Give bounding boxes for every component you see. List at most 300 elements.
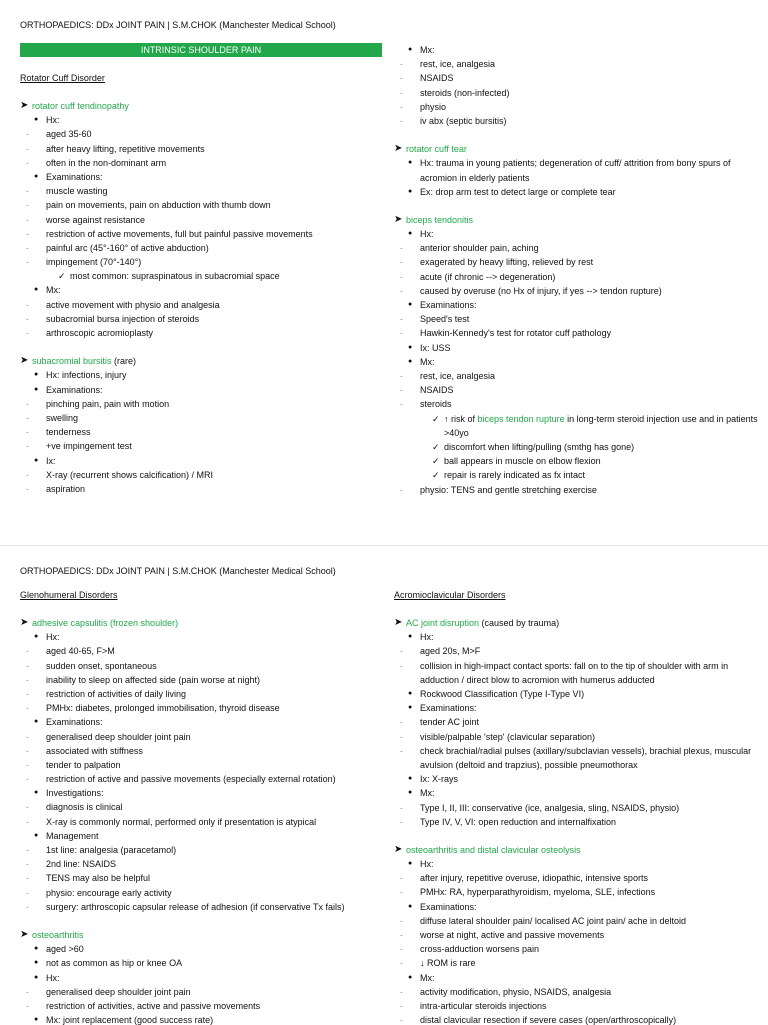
dash-bullet-icon: - <box>400 802 403 813</box>
dash-bullet-icon: - <box>400 958 403 969</box>
item-text: physio: TENS and gentle stretching exercise <box>420 484 597 495</box>
list-item <box>394 383 759 397</box>
list-item <box>20 213 382 227</box>
arrow-bullet-icon: ➤ <box>20 928 29 940</box>
list-item <box>20 397 382 411</box>
item-text: distal clavicular resection if severe cases (open/arthroscopically) <box>420 1015 677 1025</box>
dot-bullet-icon: ● <box>408 704 413 712</box>
topic-item <box>394 142 759 156</box>
item-text: Ix: <box>46 455 56 466</box>
list-item <box>20 659 382 673</box>
list-item <box>394 43 759 57</box>
item-text: Mx: <box>420 356 435 367</box>
list-item <box>394 857 759 871</box>
list-item <box>394 659 759 687</box>
right-column <box>394 588 759 1025</box>
list-item <box>20 198 382 212</box>
dash-bullet-icon: - <box>26 483 29 494</box>
dash-bullet-icon: - <box>400 101 403 112</box>
item-text: muscle wasting <box>46 186 108 197</box>
bullet-list <box>20 99 382 496</box>
dash-bullet-icon: - <box>26 674 29 685</box>
list-item <box>394 255 759 269</box>
dash-bullet-icon: - <box>26 299 29 310</box>
list-item <box>20 156 382 170</box>
dash-bullet-icon: - <box>26 802 29 813</box>
dash-bullet-icon: - <box>26 816 29 827</box>
bullet-list <box>394 43 759 497</box>
dot-bullet-icon: ● <box>34 1016 39 1024</box>
item-text: anterior shoulder pain, aching <box>420 243 539 254</box>
list-item <box>394 298 759 312</box>
item-text: NSAIDS <box>420 385 454 396</box>
list-item <box>394 412 759 440</box>
item-text: visible/palpable 'step' (clavicular separation) <box>420 731 596 742</box>
item-text: Type IV, V, VI: open reduction and internalfixation <box>420 816 616 827</box>
list-item <box>20 772 382 786</box>
dash-bullet-icon: - <box>400 930 403 940</box>
item-text: tender to palpation <box>46 759 121 770</box>
list-item <box>394 440 759 454</box>
item-text: restriction of activities of daily living <box>46 688 187 699</box>
arrow-bullet-icon: ➤ <box>20 100 29 111</box>
list-item <box>20 687 382 701</box>
item-text: Hx: <box>46 972 60 983</box>
dot-bullet-icon: ● <box>34 633 39 641</box>
list-item <box>20 298 382 312</box>
item-text: often in the non-dominant arm <box>46 157 167 168</box>
arrow-bullet-icon: ➤ <box>394 213 403 225</box>
arrow-bullet-icon: ➤ <box>394 843 403 855</box>
dash-bullet-icon: - <box>26 887 29 898</box>
list-item <box>394 772 759 786</box>
dot-bullet-icon: ● <box>34 371 39 379</box>
list-item <box>20 425 382 439</box>
list-item <box>20 170 382 184</box>
list-item <box>394 312 759 326</box>
dot-bullet-icon: ● <box>34 116 39 124</box>
item-text: PMHx: RA, hyperparathyroidism, myeloma, SLE, infections <box>420 887 656 898</box>
item-text: after injury, repetitive overuse, idiopathic, intensive sports <box>420 873 648 884</box>
list-item <box>394 326 759 340</box>
item-text: most common: supraspinatous in subacromial space <box>70 271 280 282</box>
dash-bullet-icon: - <box>400 717 403 728</box>
dash-bullet-icon: - <box>26 242 29 253</box>
item-text: steroids (non-infected) <box>420 87 510 98</box>
dash-bullet-icon: - <box>400 915 403 926</box>
dot-bullet-icon: ● <box>408 301 413 309</box>
page-header: ORTHOPAEDICS: DDx JOINT PAIN | S.M.CHOK (Manchester Medical School) <box>20 20 336 30</box>
item-text: ↑ risk of <box>444 413 478 424</box>
spacer <box>394 829 759 843</box>
list-item <box>394 355 759 369</box>
list-item <box>20 956 382 970</box>
list-item <box>20 971 382 985</box>
dot-bullet-icon: ● <box>408 343 413 351</box>
list-item <box>20 758 382 772</box>
item-text: Examinations: <box>46 717 103 728</box>
list-item <box>394 928 759 942</box>
list-item <box>20 283 382 297</box>
topic-item <box>394 616 759 630</box>
item-text: osteoarthritis <box>32 929 84 940</box>
list-item <box>394 744 759 772</box>
dot-bullet-icon: ● <box>408 187 413 195</box>
dash-bullet-icon: - <box>400 1000 403 1011</box>
list-item <box>394 971 759 985</box>
dash-bullet-icon: - <box>26 228 29 239</box>
list-item <box>394 483 759 497</box>
page-header: ORTHOPAEDICS: DDx JOINT PAIN | S.M.CHOK (Manchester Medical School) <box>20 566 336 576</box>
item-text: aged 20s, M>F <box>420 646 481 657</box>
list-item <box>20 985 382 999</box>
dot-bullet-icon: ● <box>34 789 39 797</box>
dash-bullet-icon: - <box>400 257 403 268</box>
item-text: Hx: <box>46 632 60 643</box>
dash-bullet-icon: - <box>400 646 403 657</box>
arrow-bullet-icon: ➤ <box>20 355 29 367</box>
list-item <box>20 269 382 283</box>
dash-bullet-icon: - <box>400 243 403 254</box>
dash-bullet-icon: - <box>26 214 29 225</box>
item-text: Hx: infections, injury <box>46 370 127 381</box>
list-item <box>394 815 759 829</box>
dot-bullet-icon: ● <box>34 959 39 967</box>
item-text: (rare) <box>111 356 137 367</box>
item-text: Mx: <box>420 788 435 799</box>
dot-bullet-icon: ● <box>34 172 39 180</box>
item-text: surgery: arthroscopic capsular release of adhesion (if conservative Tx fails) <box>46 901 345 912</box>
dash-bullet-icon: - <box>26 731 29 742</box>
item-text: (caused by trauma) <box>479 618 560 628</box>
item-text: restriction of activities, active and passive movements <box>46 1000 261 1011</box>
list-item <box>20 482 382 496</box>
item-text: physio: encourage early activity <box>46 887 172 898</box>
dash-bullet-icon: - <box>26 469 29 480</box>
item-text: Mx: <box>420 972 435 983</box>
list-item <box>394 701 759 715</box>
section-banner: INTRINSIC SHOULDER PAIN <box>20 43 382 57</box>
list-item <box>20 454 382 468</box>
dash-bullet-icon: - <box>400 385 403 396</box>
list-item <box>20 871 382 885</box>
list-item <box>20 241 382 255</box>
list-item <box>394 644 759 658</box>
item-text: Management <box>46 830 99 841</box>
dash-bullet-icon: - <box>400 660 403 671</box>
list-item <box>20 468 382 482</box>
item-text: repair is rarely indicated as fx intact <box>444 470 586 481</box>
item-text: +ve impingement test <box>46 441 132 452</box>
dash-bullet-icon: - <box>400 944 403 955</box>
item-text: painful arc (45°-160° of active abduction) <box>46 242 209 253</box>
item-text: worse against resistance <box>46 214 146 225</box>
list-item <box>20 886 382 900</box>
dash-bullet-icon: - <box>26 774 29 785</box>
dash-bullet-icon: - <box>26 398 29 409</box>
dot-bullet-icon: ● <box>408 357 413 365</box>
item-text: rotator cuff tear <box>406 144 467 155</box>
list-item <box>20 829 382 843</box>
arrow-bullet-icon: ➤ <box>20 617 29 628</box>
list-item <box>20 715 382 729</box>
item-text: Mx: joint replacement (good success rate) <box>46 1015 214 1025</box>
dash-bullet-icon: - <box>26 646 29 657</box>
dash-bullet-icon: - <box>26 257 29 268</box>
list-item <box>20 184 382 198</box>
item-text: diffuse lateral shoulder pain/ localised AC joint pain/ ache in deltoid <box>420 915 687 926</box>
item-text: check brachial/radial pulses (axillary/subclavian vessels), brachial plexus, muscular avulsion (deltoid and trapzius), possible pneumothorax <box>420 745 752 770</box>
dot-bullet-icon: ● <box>408 159 413 167</box>
list-item <box>394 900 759 914</box>
item-text: ball appears in muscle on elbow flexion <box>444 456 601 467</box>
dot-bullet-icon: ● <box>408 973 413 981</box>
list-item <box>394 369 759 383</box>
dash-bullet-icon: - <box>400 745 403 756</box>
list-item <box>394 227 759 241</box>
list-item <box>20 673 382 687</box>
dash-bullet-icon: - <box>400 59 403 70</box>
item-text: Hx: <box>420 859 434 870</box>
dash-bullet-icon: - <box>26 143 29 154</box>
item-text: biceps tendon rupture <box>477 413 565 424</box>
dot-bullet-icon: ● <box>408 860 413 868</box>
item-text: tender AC joint <box>420 717 480 728</box>
list-item <box>20 142 382 156</box>
list-item <box>394 730 759 744</box>
topic-item <box>20 928 382 942</box>
topic-item <box>20 99 382 113</box>
bullet-list <box>20 616 382 1025</box>
item-text: arthroscopic acromioplasty <box>46 328 154 338</box>
check-icon: ✓ <box>432 470 440 481</box>
item-text: aged >60 <box>46 944 84 955</box>
dash-bullet-icon: - <box>26 759 29 770</box>
dash-bullet-icon: - <box>26 427 29 438</box>
item-text: ↓ ROM is rare <box>420 958 476 969</box>
item-text: adhesive capsulitis (frozen shoulder) <box>32 618 179 628</box>
list-item <box>20 786 382 800</box>
item-text: exagerated by heavy lifting, relieved by rest <box>420 257 594 268</box>
dot-bullet-icon: ● <box>408 689 413 697</box>
item-text: after heavy lifting, repetitive movements <box>46 143 205 154</box>
dash-bullet-icon: - <box>400 285 403 296</box>
list-item <box>394 786 759 800</box>
dot-bullet-icon: ● <box>408 633 413 641</box>
item-text: sudden onset, spontaneous <box>46 660 157 671</box>
check-icon: ✓ <box>432 456 440 467</box>
item-text: swelling <box>46 412 79 423</box>
list-item <box>394 885 759 899</box>
item-text: inability to sleep on affected side (pain worse at night) <box>46 674 260 685</box>
list-item <box>20 843 382 857</box>
item-text: diagnosis is clinical <box>46 802 123 813</box>
item-text: Hx: trauma in young patients; degeneration of cuff/ attrition from bony spurs of acromion in elderly patients <box>420 158 731 183</box>
arrow-bullet-icon: ➤ <box>394 617 403 628</box>
dot-bullet-icon: ● <box>408 775 413 783</box>
check-icon: ✓ <box>58 271 66 282</box>
item-text: Examinations: <box>420 901 477 912</box>
list-item <box>394 468 759 482</box>
item-text: Examinations: <box>420 703 477 714</box>
list-item <box>394 341 759 355</box>
item-text: restriction of active and passive movements (especially external rotation) <box>46 774 336 785</box>
list-item <box>394 454 759 468</box>
spacer <box>394 128 759 142</box>
list-item <box>20 227 382 241</box>
list-item <box>394 942 759 956</box>
right-column <box>394 43 759 497</box>
section-title: Glenohumeral Disorders <box>20 590 118 600</box>
list-item <box>20 999 382 1013</box>
arrow-bullet-icon: ➤ <box>394 143 403 155</box>
topic-item <box>394 843 759 857</box>
item-text: worse at night, active and passive movements <box>420 930 605 940</box>
item-text: associated with stiffness <box>46 745 143 756</box>
list-item <box>394 114 759 128</box>
dash-bullet-icon: - <box>26 186 29 197</box>
item-text: PMHx: diabetes, prolonged immobilisation, thyroid disease <box>46 703 280 714</box>
dash-bullet-icon: - <box>26 313 29 324</box>
list-item <box>20 368 382 382</box>
list-item <box>394 185 759 199</box>
list-item <box>20 439 382 453</box>
item-text: X-ray (recurrent shows calcification) / MRI <box>46 469 214 480</box>
item-text: AC joint disruption <box>406 618 480 628</box>
dash-bullet-icon: - <box>26 873 29 884</box>
topic-item <box>394 213 759 227</box>
dash-bullet-icon: - <box>26 328 29 338</box>
item-text: Investigations: <box>46 788 104 799</box>
list-item <box>394 871 759 885</box>
list-item <box>394 999 759 1013</box>
dash-bullet-icon: - <box>26 745 29 756</box>
left-column <box>20 43 382 496</box>
dot-bullet-icon: ● <box>34 945 39 953</box>
item-text: Ix: X-rays <box>420 774 459 785</box>
dot-bullet-icon: ● <box>34 456 39 464</box>
item-text: Mx: <box>46 285 61 296</box>
list-item <box>20 1013 382 1025</box>
list-item <box>394 801 759 815</box>
item-text: impingement (70°-140°) <box>46 257 142 268</box>
list-item <box>20 255 382 269</box>
list-item <box>20 744 382 758</box>
list-item <box>20 942 382 956</box>
item-text: Rockwood Classification (Type I-Type VI) <box>420 688 585 699</box>
list-item <box>394 687 759 701</box>
dash-bullet-icon: - <box>26 412 29 423</box>
item-text: Hx: <box>420 632 434 643</box>
list-item <box>20 326 382 340</box>
item-text: in long-term steroid injection use and in patients >40yo <box>444 413 758 438</box>
item-text: subacromial bursitis <box>32 356 112 367</box>
left-column <box>20 588 382 1025</box>
item-text: aspiration <box>46 483 86 494</box>
list-item <box>20 900 382 914</box>
dash-bullet-icon: - <box>400 370 403 381</box>
dash-bullet-icon: - <box>26 845 29 855</box>
dash-bullet-icon: - <box>26 859 29 870</box>
item-text: not as common as hip or knee OA <box>46 958 183 969</box>
list-item <box>394 715 759 729</box>
item-text: 2nd line: NSAIDS <box>46 859 117 870</box>
list-item <box>394 241 759 255</box>
item-text: caused by overuse (no Hx of injury, if yes --> tendon rupture) <box>420 285 662 296</box>
dash-bullet-icon: - <box>400 873 403 884</box>
item-text: Hawkin-Kennedy's test for rotator cuff pathology <box>420 328 612 339</box>
dash-bullet-icon: - <box>26 986 29 997</box>
item-text: rest, ice, analgesia <box>420 370 496 381</box>
item-text: X-ray is commonly normal, performed only if presentation is atypical <box>46 816 317 827</box>
item-text: Ix: USS <box>420 342 451 353</box>
item-text: steroids <box>420 399 452 410</box>
page-2 <box>0 545 768 1025</box>
list-item <box>394 914 759 928</box>
item-text: pain on movements, pain on abduction with thumb down <box>46 200 271 211</box>
dash-bullet-icon: - <box>400 986 403 997</box>
item-text: tenderness <box>46 427 91 438</box>
dash-bullet-icon: - <box>400 87 403 98</box>
item-text: physio <box>420 101 447 112</box>
list-item <box>20 411 382 425</box>
list-item <box>20 383 382 397</box>
list-item <box>20 701 382 715</box>
section-title: Acromioclavicular Disorders <box>394 590 506 600</box>
item-text: discomfort when lifting/pulling (smthg has gone) <box>444 441 635 452</box>
item-text: rest, ice, analgesia <box>420 59 496 70</box>
dash-bullet-icon: - <box>400 1015 403 1025</box>
dot-bullet-icon: ● <box>408 789 413 797</box>
item-text: Hx: <box>420 229 434 240</box>
list-item <box>394 985 759 999</box>
dot-bullet-icon: ● <box>34 385 39 393</box>
list-item <box>394 397 759 411</box>
dash-bullet-icon: - <box>400 73 403 84</box>
item-text: NSAIDS <box>420 73 454 84</box>
dash-bullet-icon: - <box>400 314 403 325</box>
list-item <box>20 113 382 127</box>
item-text: Mx: <box>420 45 435 55</box>
dot-bullet-icon: ● <box>34 718 39 726</box>
dot-bullet-icon: ● <box>408 902 413 910</box>
dot-bullet-icon: ● <box>408 46 413 53</box>
dash-bullet-icon: - <box>26 901 29 912</box>
list-item <box>20 312 382 326</box>
item-text: generalised deep shoulder joint pain <box>46 731 191 742</box>
dash-bullet-icon: - <box>400 731 403 742</box>
item-text: collision in high-impact contact sports: fall on to the tip of shoulder with arm in adduction / direct blow to acromion with humerus adducted <box>420 660 729 685</box>
dash-bullet-icon: - <box>26 441 29 452</box>
list-item <box>394 284 759 298</box>
item-text: generalised deep shoulder joint pain <box>46 986 191 997</box>
dash-bullet-icon: - <box>26 660 29 671</box>
item-text: subacromial bursa injection of steroids <box>46 313 200 324</box>
item-text: active movement with physio and analgesia <box>46 299 220 310</box>
dash-bullet-icon: - <box>400 271 403 282</box>
list-item <box>20 730 382 744</box>
item-text: Examinations: <box>46 384 103 395</box>
list-item <box>20 815 382 829</box>
item-text: aged 40-65, F>M <box>46 646 115 657</box>
spacer <box>394 199 759 213</box>
item-text: aged 35-60 <box>46 129 92 140</box>
list-item <box>20 857 382 871</box>
item-text: activity modification, physio, NSAIDS, analgesia <box>420 986 612 997</box>
list-item <box>394 57 759 71</box>
item-text: intra-articular steroids injections <box>420 1000 547 1011</box>
item-text: Examinations: <box>46 171 103 182</box>
